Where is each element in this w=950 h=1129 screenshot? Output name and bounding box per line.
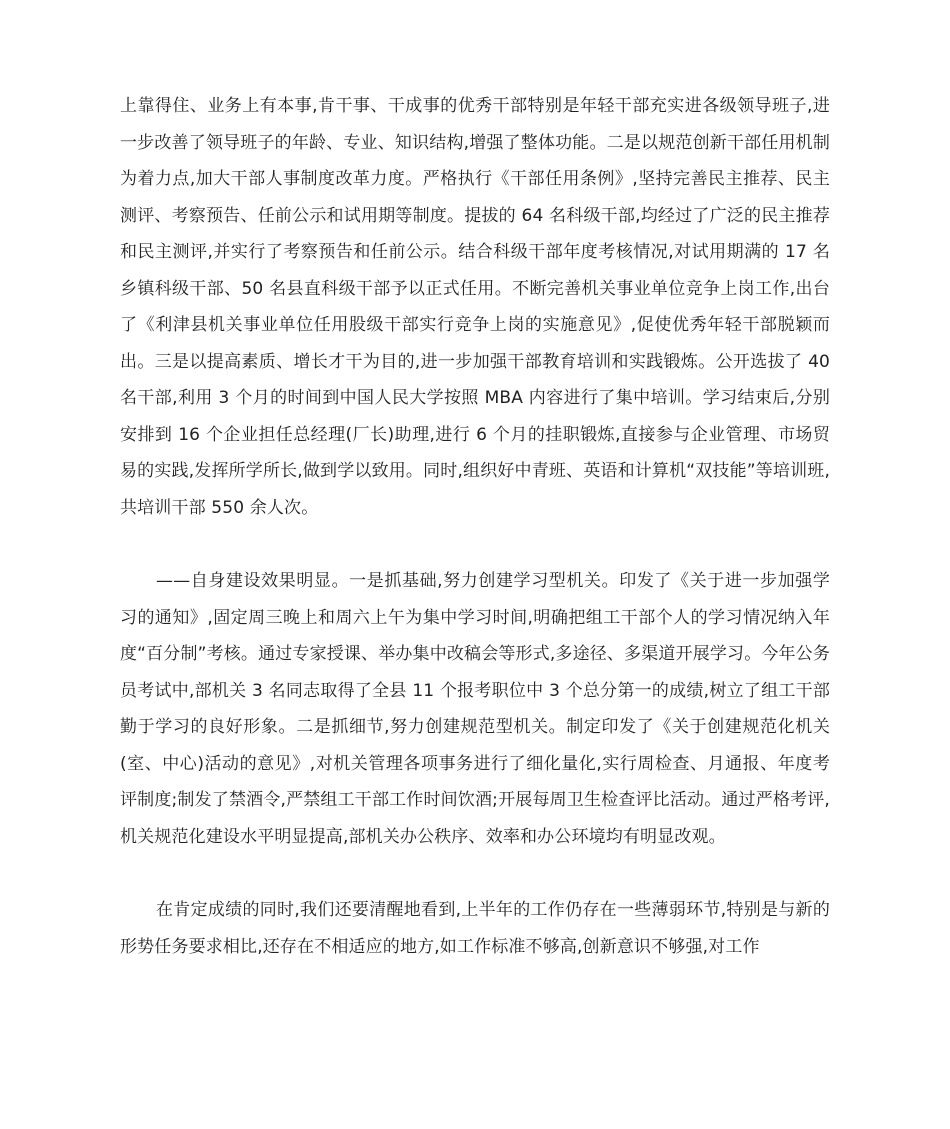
paragraph-self-construction: ——自身建设效果明显。一是抓基础,努力创建学习型机关。印发了《关于进一步加强学习的通知》,固定周三晚上和周六上午为集中学习时间,明确把组工干部个人的学习情况纳入年度“百分制”考核。通过专家授课、举办集中改稿会等形式,多途径、多渠道开展学习。今年公务员考试中,部机关 3 名同志取得了全县 11 个报考职位中 3 个总分第一的成绩,树立了组工干部勤于学习的良好形象。二是抓细节,努力创建规范型机关。制定印发了《关于创建规范化机关(室、中心)活动的意见》,对机关管理各项事务进行了细化量化,实行周检查、月通报、年度考评制度;制发了禁酒令,严禁组工干部工作时间饮酒;开展每周卫生检查评比活动。通过严格考评,机关规范化建设水平明显提高,部机关办公秩序、效率和办公环境均有明显改观。 xyxy=(120,571,830,847)
paragraph-shortcomings: 在肯定成绩的同时,我们还要清醒地看到,上半年的工作仍存在一些薄弱环节,特别是与新的形势任务要求相比,还存在不相适应的地方,如工作标准不够高,创新意识不够强,对工作 xyxy=(120,900,831,957)
paragraph-cadre-reform: 上靠得住、业务上有本事,肯干事、干成事的优秀干部特别是年轻干部充实进各级领导班子,进一步改善了领导班子的年龄、专业、知识结构,增强了整体功能。二是以规范创新干部任用机制为着力点,加大干部人事制度改革力度。严格执行《干部任用条例》,坚持完善民主推荐、民主测评、考察预告、任前公示和试用期等制度。提拔的 64 名科级干部,均经过了广泛的民主推荐和民主测评,并实行了考察预告和任前公示。结合科级干部年度考核情况,对试用期满的 17 名乡镇科级干部、50 名县直科级干部予以正式任用。不断完善机关事业单位竞争上岗工作,出台了《利津县机关事业单位任用股级干部实行竞争上岗的实施意见》,促使优秀年轻干部脱颖而出。三是以提高素质、增长才干为目的,进一步加强干部教育培训和实践锻炼。公开选拔了 40 名干部,利用 3 个月的时间到中国人民大学按照 MBA 内容进行了集中培训。学习结束后,分别安排到 16 个企业担任总经理(厂长)助理,进行 6 个月的挂职锻炼,直接参与企业管理、市场贸易的实践,发挥所学所长,做到学以致用。同时,组织好中青班、英语和计算机“双技能”等培训班,共培训干部 550 余人次。 xyxy=(120,96,830,518)
document-page xyxy=(120,88,830,965)
